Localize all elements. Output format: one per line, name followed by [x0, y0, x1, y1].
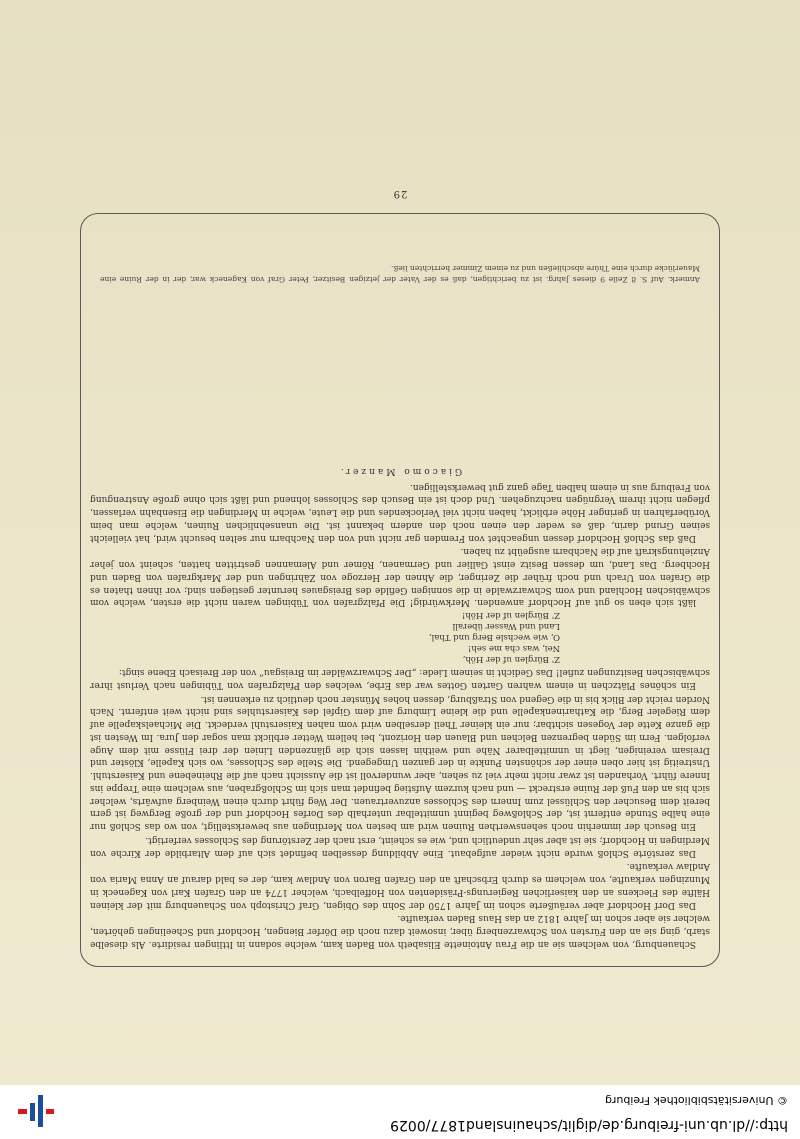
paragraph: Ein schönes Plätzchen in einem wahren Garten Gottes war das Erbe, welches den Pfalzgrafen von Tübingen nach Verlust ihrer schwäbischen Besitzungen zufiel! Das Gedicht in seinem Liede: „Der Schwarzwälder im Breisgau“ von der Breisach Ebene singt:: [90, 667, 710, 690]
verse-line: Z' Bürglen uf der Höh,: [462, 654, 560, 665]
paragraph: Das Dorf Hochdorf aber veräußerte schon im Jahre 1750 der Sohn des Obigen, Graf Christoph von Schauenburg mit der kleinen Hälfte des Fleckens an den kaiserlichen Regierungs-Präsidenten von Hoffelbach, welcher 1774 an den Grafen Karl von Kageneck in Munzingen verkaufte, von welchem es durch Erbschaft an den Grafen Baron von Andlaw kam, der es bald darauf an Anna Maria von Andlaw verkaufte.: [90, 861, 710, 910]
page-url-link[interactable]: http://dl.ub.uni-freiburg.de/diglit/schauinsland1877/0029: [390, 1117, 788, 1133]
university-library-logo-icon[interactable]: [16, 1091, 56, 1131]
copyright-notice: © Universitätsbibliothek Freiburg: [605, 1094, 788, 1107]
poem-verse: [90, 610, 560, 665]
paragraph: Das zerstörte Schloß wurde nicht wieder aufgebaut. Eine Abbildung desselben befindet sich auf dem Altarbilde der Kirche von Merdingen in Hochdorf; sie ist aber sehr undeutlich und, wie es scheint, erst nach der Zerstörung des Schlosses verfertigt.: [90, 835, 710, 858]
footnote: Anmerk. Auf S. 8 Zeile 9 dieses Jahrg. ist zu berichtigen, daß es der Vater der jetzigen Besitzer, Peter Graf von Kageneck war, der in der Ruine eine Mauerlücke durch eine Thüre abschließen und zu einem Zimmer herrichten ließ.: [100, 264, 700, 284]
viewer-header-bar: [0, 1085, 800, 1139]
paragraph: Ein Besuch der immerhin noch sehenswerthen Ruinen wird am besten von Merdingen aus bewerkstelligt, von wo das Schloß nur eine halbe Stunde entfernt ist, der Schloßweg beginnt unmittelbar unterhalb des Dorfes Hochdorf und der große Bergweg ist gern bereit dem Besucher den Schlüssel zum Innern des Schlosses anzuvertrauen. Der Weg führt durch einen Weinberg aufwärts, welcher sich bis an den Fuß der Ruine erstreckt — und nach kurzem Aufstieg befindet man sich im Schloßgraben, aus welchem eine Treppe ins Innere führt. Vorhanden ist zwar nicht mehr viel zu sehen, aber wundervoll ist die Aussicht nach auf die Rheinebene und Kaiserstuhl. Unstreitig ist hier oben einer der schönsten Punkte in der ganzen Umgegend. Die Stelle des Schlosses, wo sich Kapelle, Klöster und Dreisam vereinigen, liegt in unmittelbarer Nähe und weithin lassen sich die glänzenden Linien der drei Flüsse mit dem Auge verfolgen. Fern im Süden begrenzen Belchen und Blauen den Horizont, bei hellem Wetter erblickt man sogar den Jura. Im Westen ist die ganze Kette der Vogesen sichtbar; nur ein kleiner Theil derselben wird vom nahen Kaiserstuhl verdeckt. Die Michaelskapelle auf dem Riegeler Berg, die Katharinenkapelle und die kleine Limburg auf dem Gipfel des Kaiserstuhles sind nicht weit entfernt. Nach Norden reicht der Blick bis in die Gegend von Straßburg, dessen hohes Münster noch deutlich zu erkennen ist.: [90, 693, 710, 832]
verse-line: Z' Bürglen uf der Höh!: [461, 610, 560, 621]
author-signature: Giacomo Manzer.: [337, 466, 463, 476]
paragraph: läßt sich eben so gut auf Hochdorf anwenden. Merkwürdig! Die Pfalzgrafen von Tübingen waren nicht die ersten, welche vom schwäbischen Hochland und vom Schwarzwalde in die sonnigen Gefilde des Breisgaues herunter gestiegen sind; vor ihnen thaten es die Grafen von Urach und noch früher die Zeringer, die Ahnen der Herzoge von Zähringen und der Markgrafen von Baden und Hochberg. Das Land, um dessen Besitz einst Gallier und Germanen, Römer und Alemannen gestritten hatten, scheint von jeher Anziehungskraft auf die Nachbarn ausgeübt zu haben.: [90, 546, 710, 608]
page-body-text: [90, 458, 710, 950]
paragraph: Daß das Schloß Hochdorf dessen ungeachtet von Fremden gar nicht und von den Nachbarn nur selten besucht wird, hat vielleicht seinen Grund darin, daß es weder den einen noch den andern bekannt ist. Die unansehnlichen Ruinen, welche man beim Vorüberfahren in geringer Höhe erblickt, haben nicht viel Verlockendes und die Leute, welche in Merdingen die Eisenbahn verlassen, pflegen nicht ihrem Vergnügen nachzugehen. Und doch ist ein Besuch des Schlosses lohnend und läßt sich ohne große Anstrengung von Freiburg aus in einem halben Tage ganz gut bewerkstelligen.: [90, 481, 710, 543]
paragraph: Schauenburg, von welchem sie an die Frau Antoinette Elisabeth von Baden kam, welche sodann in Ittlingen residirte. Als dieselbe starb, ging sie an den Fürsten von Schwarzenberg über, insoweit dazu noch die Dörfer Biengen, Hochdorf und Scheelingen gehörten, welcher sie aber schon im Jahre 1812 an das Haus Baden verkaufte.: [90, 913, 710, 949]
verse-line: O, wie wechsle Berg und Thal,: [428, 632, 560, 643]
verse-line: Land und Wasser überall: [452, 621, 560, 632]
verse-line: Nei, was cha me seh!: [467, 643, 560, 654]
page-number: 29: [392, 188, 408, 199]
